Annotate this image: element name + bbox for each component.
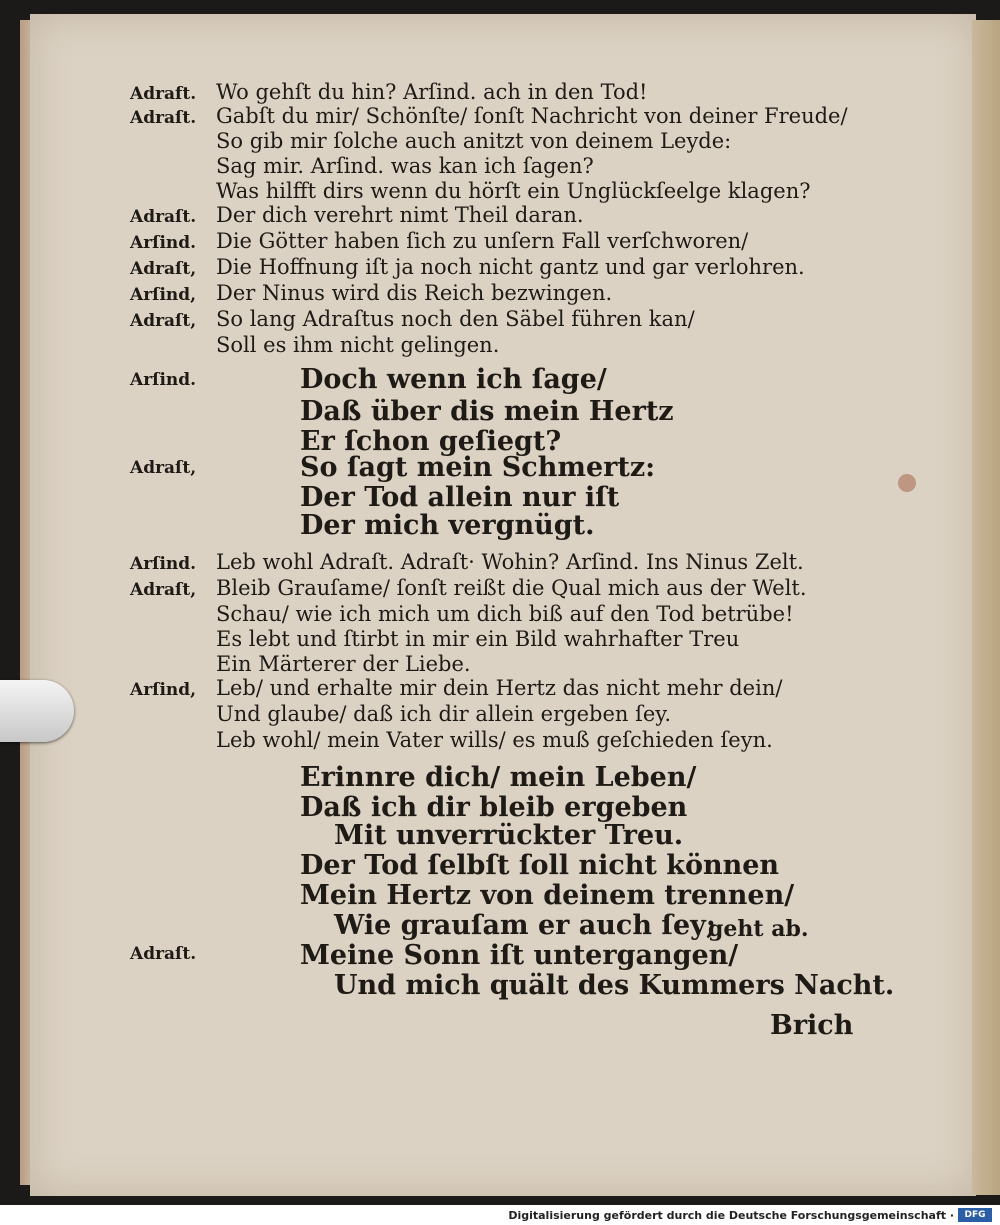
verse-line: Die Hoffnung iſt ja noch nicht gantz und gar verlohren. [216,255,805,279]
aria-line: Der Tod allein nur iſt [300,482,620,513]
catchword: Brich [770,1010,854,1041]
verse-line: Leb wohl Adraſt. Adraſt· Wohin? Arſind. Ins Ninus Zelt. [216,550,804,574]
verse-line: Ein Märterer der Liebe. [216,652,471,676]
stain [898,474,916,492]
verse-line: Wo gehſt du hin? Arſind. ach in den Tod! [216,80,648,104]
verse-line: So lang Adraſtus noch den Säbel führen kan/ [216,307,695,331]
aria-line: Wie grauſam er auch ſey; [334,910,716,941]
aria-line: Der Tod ſelbſt ſoll nicht können [300,850,780,881]
aria-line: Erinnre dich/ mein Leben/ [300,762,697,793]
next-page-edge [972,20,1000,1195]
verse-line: Und glaube/ daß ich dir allein ergeben ſey. [216,702,672,726]
aria-line: Meine Sonn iſt untergangen/ [300,940,739,971]
aria-line: Der mich vergnügt. [300,510,595,541]
speaker-label: Arſind, [130,680,197,700]
verse-line: Soll es ihm nicht gelingen. [216,333,500,357]
aria-line: Daß ich dir bleib ergeben [300,792,688,823]
verse-line: Sag mir. Arſind. was kan ich ſagen? [216,154,594,178]
aria-line: Doch wenn ich ſage/ [300,364,607,395]
verse-line: Es lebt und ſtirbt in mir ein Bild wahrhafter Treu [216,627,740,651]
verse-line: Leb/ und erhalte mir dein Hertz das nicht mehr dein/ [216,676,783,700]
speaker-label: Arſind. [130,554,197,574]
aria-line: Mit unverrückter Treu. [334,820,684,851]
speaker-label: Arſind, [130,285,197,305]
speaker-label: Adraſt, [130,311,197,331]
speaker-label: Arſind. [130,370,197,390]
speaker-label: Adraſt, [130,259,197,279]
verse-line: Gabſt du mir/ Schönſte/ ſonſt Nachricht von deiner Freude/ [216,104,848,128]
aria-line: Und mich quält des Kummers Nacht. [334,970,895,1001]
verse-line: Was hilfft dirs wenn du hörſt ein Unglückſeelge klagen? [216,179,811,203]
verse-line: So gib mir ſolche auch anitzt von deinem Leyde: [216,129,732,153]
page-clip [0,680,74,742]
footer-credit: Digitalisierung gefördert durch die Deutsche Forschungsgemeinschaft · [508,1209,954,1222]
verse-line: Der dich verehrt nimt Theil daran. [216,203,584,227]
verse-line: Leb wohl/ mein Vater wills/ es muß geſchieden ſeyn. [216,728,773,752]
footer-bar [0,1205,1000,1225]
speaker-label: Adraſt. [130,207,197,227]
aria-line: Daß über dis mein Hertz [300,396,674,427]
speaker-label: Adraſt, [130,580,197,600]
stage-direction: geht ab. [708,916,809,942]
speaker-label: Adraſt. [130,944,197,964]
aria-line: Mein Hertz von deinem trennen/ [300,880,795,911]
verse-line: Bleib Grauſame/ ſonſt reißt die Qual mich aus der Welt. [216,576,807,600]
verse-line: Der Ninus wird dis Reich bezwingen. [216,281,613,305]
verse-line: Die Götter haben ſich zu unſern Fall verſchworen/ [216,229,749,253]
aria-line: Er ſchon geſiegt? [300,426,562,457]
verse-line: Schau/ wie ich mich um dich biß auf den Tod betrübe! [216,602,794,626]
speaker-label: Adraſt. [130,108,197,128]
speaker-label: Adraſt, [130,458,197,478]
speaker-label: Adraft. [130,84,197,104]
aria-line: So ſagt mein Schmertz: [300,452,656,483]
dfg-logo: DFG [958,1208,992,1222]
speaker-label: Arſind. [130,233,197,253]
